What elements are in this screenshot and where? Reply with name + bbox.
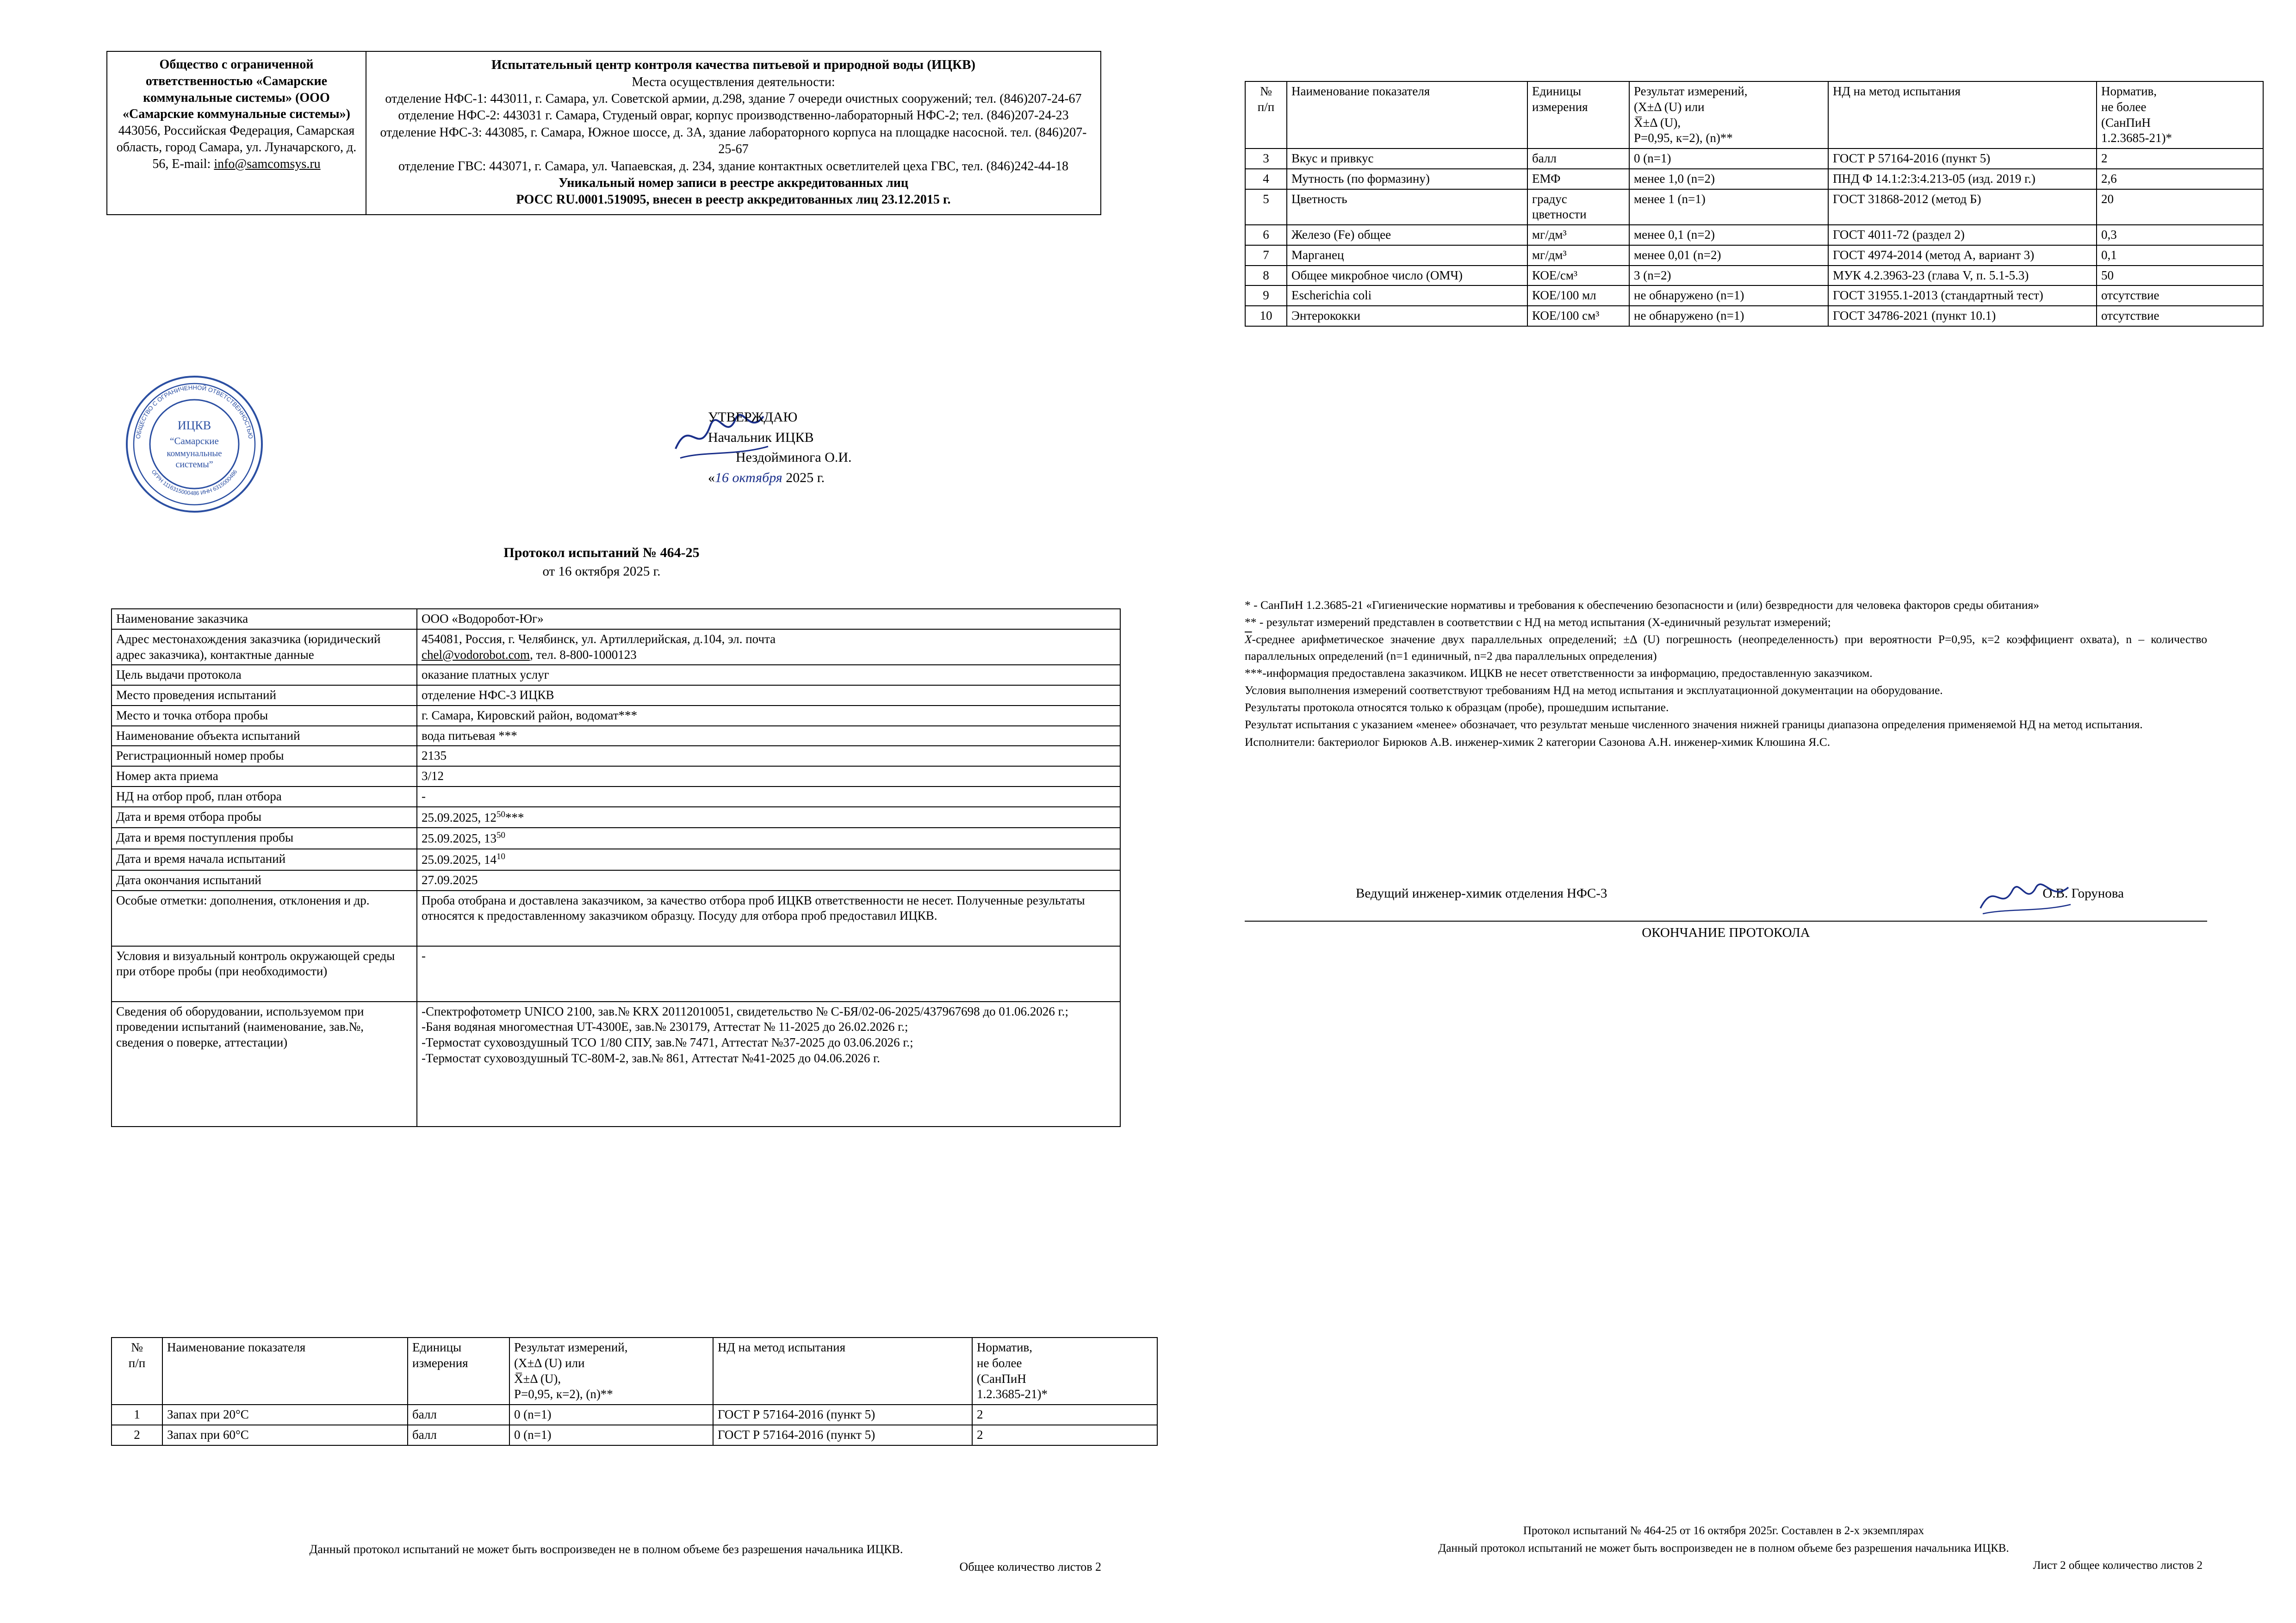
col-header-nd: НД на метод испытания [1828, 81, 2097, 149]
cell-unit: градус цветности [1527, 189, 1629, 225]
registry-value: РОСС RU.0001.519095, внесен в реестр аккредитованных лиц 23.12.2015 г. [516, 192, 951, 207]
info-key: Дата окончания испытаний [112, 870, 417, 891]
cell-unit: КОЕ/100 мл [1527, 285, 1629, 306]
col-header-name: Наименование показателя [162, 1338, 408, 1405]
signature-block [1245, 886, 2207, 901]
cell-nd: ГОСТ 31955.1-2013 (стандартный тест) [1828, 285, 2097, 306]
cell-result: не обнаружено (n=1) [1629, 285, 1828, 306]
cell-name: Марганец [1287, 245, 1527, 266]
cell-nd: ГОСТ 4974-2014 (метод А, вариант 3) [1828, 245, 2097, 266]
org-address-line: Федерация, Самарская [230, 124, 355, 138]
org-email [172, 157, 320, 171]
info-value-text: 25.09.2025, 13 [422, 831, 496, 846]
info-key: Особые отметки: дополнения, отклонения и др. [112, 891, 417, 946]
table-row [112, 870, 1120, 891]
note-3: ***-информация предоставлена заказчиком. ИЦКВ не несет ответственности за информацию, предоставленную заказчиком. [1245, 666, 1873, 680]
date-handwritten: 16 октября [715, 470, 782, 485]
footer-sheets: Лист 2 общее количество листов 2 [2033, 1559, 2203, 1572]
approve-person: Нездойминога О.И. [736, 450, 852, 465]
cell-np: 10 [1245, 306, 1287, 326]
info-key: Дата и время поступления пробы [112, 828, 417, 849]
signer-position: Ведущий инженер-химик отделения НФС-3 [1356, 886, 1607, 901]
table-row [1245, 245, 2263, 266]
cell-nd: ГОСТ Р 57164-2016 (пункт 5) [1828, 149, 2097, 169]
norm-line-1: Норматив, [2101, 84, 2157, 98]
col-header-np: № п/п [1245, 81, 1287, 149]
letterhead-table [106, 51, 1101, 215]
norm-line-3: (СанПиН [977, 1371, 1026, 1386]
info-value: оказание платных услуг [417, 665, 1120, 685]
cell-result: 0 (n=1) [1629, 149, 1828, 169]
cell-norm: отсутствие [2097, 285, 2263, 306]
org-line: ограниченной [230, 57, 314, 72]
info-value: ООО «Водоробот-Юг» [417, 609, 1120, 629]
svg-text:коммунальные: коммунальные [167, 449, 222, 458]
info-key: Цель выдачи протокола [112, 665, 417, 685]
org-line: «Самарские [256, 74, 328, 88]
note-2: ** - результат измерений представлен в соответствии с НД на метод испытания (Х-единичный результат измерений; [1245, 615, 1831, 629]
cell-unit: балл [1527, 149, 1629, 169]
cell-np: 1 [112, 1405, 162, 1425]
places-title: Места осуществления деятельности: [632, 74, 835, 89]
table-header-row [1245, 81, 2263, 149]
cell-name: Цветность [1287, 189, 1527, 225]
result-line-4: Р=0,95, к=2), (n)** [514, 1387, 613, 1401]
org-address-line: 443056, Российская [118, 124, 227, 138]
svg-text:“Самарские: “Самарские [170, 435, 219, 446]
org-address-line: область, город Самара, ул. [116, 140, 262, 155]
cell-norm: 50 [2097, 266, 2263, 286]
org-address-line: Луначарского, д. 56, [152, 140, 357, 171]
info-value: Проба отобрана и доставлена заказчиком, за качество отбора проб ИЦКВ ответственности не несет. Полученные результаты относятся к предоставленному заказчиком образцу. Посуду для отбора проб предоставил ИЦКВ. [417, 891, 1120, 946]
cell-unit: ЕМФ [1527, 169, 1629, 189]
cell-unit: балл [408, 1425, 509, 1445]
col-header-result [1629, 81, 1828, 149]
cell-result: менее 0,01 (n=2) [1629, 245, 1828, 266]
note-6: Результат испытания с указанием «менее» обозначает, что результат меньше численного значения нижней границы диапазона определения применяемой НД на метод испытания. [1245, 718, 2143, 731]
info-value: -Спектрофотометр UNICO 2100, зав.№ KRX 20112010051, свидетельство № С-БЯ/02-06-2025/437967698 до 01.06.2026 г.; -Баня водяная многоместная UT-4300E, зав.№ 230179, Аттестат № 11-2025 до 26.02.2026 г.; -Термостат суховоздушный ТСО 1/80 СПУ, зав.№ 7471, Аттестат №37-2025 до 03.06.2026 г.; -Термостат суховоздушный ТС-80М-2, зав.№ 861, Аттестат №41-2025 до 04.06.2026 г. [417, 1002, 1120, 1127]
norm-line-1: Норматив, [977, 1340, 1033, 1354]
protocol-title: Протокол испытаний № 464-25 [503, 545, 700, 560]
svg-text:системы”: системы” [175, 459, 213, 470]
result-line-4: Р=0,95, к=2), (n)** [1634, 131, 1733, 145]
cell-unit: КОЕ/100 см³ [1527, 306, 1629, 326]
info-value: 2135 [417, 746, 1120, 766]
table-row [112, 807, 1120, 828]
table-row [1245, 189, 2263, 225]
result-line-3: X̅±Δ (U), [514, 1371, 561, 1386]
info-value [417, 849, 1120, 870]
place-line: отделение НФС-2: 443031 г. Самара, Студеный овраг, корпус производственно-лабораторный НФС-2; тел. (846)207-24-23 [398, 108, 1069, 123]
result-line-3: X̅±Δ (U), [1634, 115, 1681, 130]
cell-nd: ГОСТ Р 57164-2016 (пункт 5) [713, 1405, 972, 1425]
table-row [112, 706, 1120, 726]
org-line: коммунальные системы» [143, 90, 292, 105]
footer-sheets: Общее количество листов 2 [959, 1560, 1101, 1573]
result-line-1: Результат измерений, [514, 1340, 628, 1354]
place-line: отделение НФС-1: 443011, г. Самара, ул. Советской армии, д.298, здание 7 очереди очистных сооружений; тел. (846)207-24-67 [385, 92, 1082, 106]
table-row [112, 1002, 1120, 1127]
mean-symbol: $\overline{X}$ [1245, 632, 1252, 646]
table-row [1245, 169, 2263, 189]
approve-word: УТВЕРЖДАЮ [708, 409, 798, 425]
email-label: E-mail: [172, 156, 214, 171]
protocol-date: от 16 октября 2025 г. [542, 564, 661, 579]
cell-norm: 2 [972, 1425, 1157, 1445]
org-line: коммунальные [197, 107, 286, 122]
cell-np: 2 [112, 1425, 162, 1445]
table-row [112, 726, 1120, 746]
info-key: Место и точка отбора пробы [112, 706, 417, 726]
col-header-result [509, 1338, 713, 1405]
cell-unit: КОЕ/см³ [1527, 266, 1629, 286]
table-header-row [112, 1338, 1157, 1405]
cell-np: 8 [1245, 266, 1287, 286]
date-quote: « [708, 470, 715, 485]
table-row [112, 685, 1120, 706]
cell-norm: 2 [2097, 149, 2263, 169]
info-value-tail: *** [505, 810, 524, 824]
info-value [417, 807, 1120, 828]
table-row [112, 746, 1120, 766]
info-value: 27.09.2025 [417, 870, 1120, 891]
place-line: отделение НФС-3: 443085, г. Самара, Южное шоссе, д. 3А, здание лабораторного корпуса на площадке насосной. тел. (846)207-25-67 [380, 125, 1087, 157]
info-key: Наименование объекта испытаний [112, 726, 417, 746]
cell-nd: ГОСТ 31868-2012 (метод Б) [1828, 189, 2097, 225]
cell-result: менее 1,0 (n=2) [1629, 169, 1828, 189]
signature-mark-2 [1976, 876, 2082, 917]
note-2b-text: -среднее арифметическое значение двух параллельных определений; ±Δ (U) погрешность (неопределенность) при вероятности Р=0,95, к=2 коэффициент охвата), n – количество параллельных определений (n=1 единичный, n=2 два параллельных определения) [1245, 632, 2207, 663]
note-2b [1245, 631, 2207, 663]
cell-result: 3 (n=2) [1629, 266, 1828, 286]
col-header-np: № п/п [112, 1338, 162, 1405]
info-key: НД на отбор проб, план отбора [112, 787, 417, 807]
result-line-2: (X±Δ (U) или [514, 1356, 585, 1370]
table-row [112, 1405, 1157, 1425]
cell-name: Энтерококки [1287, 306, 1527, 326]
info-key: Дата и время начала испытаний [112, 849, 417, 870]
cell-name: Запах при 60°С [162, 1425, 408, 1445]
cell-np: 9 [1245, 285, 1287, 306]
cell-nd: ГОСТ 4011-72 (раздел 2) [1828, 225, 2097, 245]
end-of-protocol: ОКОНЧАНИЕ ПРОТОКОЛА [1642, 925, 1810, 940]
org-line: (ООО «Самарские [123, 90, 330, 122]
date-year: 2025 г. [786, 470, 825, 485]
cell-nd: ГОСТ 34786-2021 (пункт 10.1) [1828, 306, 2097, 326]
cell-result: менее 1 (n=1) [1629, 189, 1828, 225]
norm-line-2: не более [977, 1356, 1022, 1370]
org-line: ответственностью [145, 74, 253, 88]
footer-note: Данный протокол испытаний не может быть воспроизведен не в полном объеме без разрешения начальника ИЦКВ. [309, 1542, 903, 1556]
info-key: Условия и визуальный контроль окружающей среды при отборе пробы (при необходимости) [112, 946, 417, 1002]
cell-np: 6 [1245, 225, 1287, 245]
col-header-name: Наименование показателя [1287, 81, 1527, 149]
note-7: Исполнители: бактериолог Бирюков А.В. инженер-химик 2 категории Сазонова А.Н. инженер-химик Клюшина Я.С. [1245, 735, 1831, 749]
norm-line-4: 1.2.3685-21)* [977, 1387, 1048, 1401]
table-row [112, 609, 1120, 629]
table-row [112, 849, 1120, 870]
cell-nd: ГОСТ Р 57164-2016 (пункт 5) [713, 1425, 972, 1445]
col-header-nd: НД на метод испытания [713, 1338, 972, 1405]
svg-text:ОБЩЕСТВО С ОГРАНИЧЕННОЙ ОТВЕТС: ОБЩЕСТВО С ОГРАНИЧЕННОЙ ОТВЕТСТВЕННОСТЬЮ [134, 384, 254, 440]
place-line: отделение ГВС: 443071, г. Самара, ул. Чапаевская, д. 234, здание контактных осветлителей цеха ГВС, тел. (846)242-44-18 [398, 159, 1068, 173]
customer-email-link[interactable]: chel@vodorobot.com [422, 647, 530, 662]
center-title: Испытательный центр контроля качества питьевой и природной воды (ИЦКВ) [491, 57, 976, 72]
note-4: Условия выполнения измерений соответствуют требованиям НД на метод испытания и эксплуатационной документации на оборудование. [1245, 683, 1943, 697]
cell-name: Общее микробное число (ОМЧ) [1287, 266, 1527, 286]
cell-unit: мг/дм³ [1527, 245, 1629, 266]
col-header-unit: Единицы измерения [1527, 81, 1629, 149]
cell-np: 4 [1245, 169, 1287, 189]
norm-line-3: (СанПиН [2101, 115, 2151, 130]
svg-text:ИЦКВ: ИЦКВ [177, 419, 211, 432]
cell-nd: МУК 4.2.3963-23 (глава V, п. 5.1-5.3) [1828, 266, 2097, 286]
info-key: Номер акта приема [112, 766, 417, 787]
table-row [1245, 306, 2263, 326]
footer-page1 [111, 1541, 1101, 1575]
footer-note: Данный протокол испытаний не может быть воспроизведен не в полном объеме без разрешения начальника ИЦКВ. [1438, 1542, 2009, 1555]
cell-result: 0 (n=1) [509, 1425, 713, 1445]
header-block [106, 51, 1148, 215]
cell-unit: балл [408, 1405, 509, 1425]
cell-name: Запах при 20°С [162, 1405, 408, 1425]
table-row [112, 766, 1120, 787]
info-value: г. Самара, Кировский район, водомат*** [417, 706, 1120, 726]
table-row [112, 891, 1120, 946]
col-header-unit: Единицы измерения [408, 1338, 509, 1405]
info-key: Адрес местонахождения заказчика (юридический адрес заказчика), контактные данные [112, 629, 417, 665]
result-line-2: (X±Δ (U) или [1634, 99, 1705, 114]
table-row [112, 946, 1120, 1002]
testing-center-cell [366, 52, 1100, 214]
cell-norm: 0,1 [2097, 245, 2263, 266]
cell-name: Железо (Fe) общее [1287, 225, 1527, 245]
protocol-title-block [416, 544, 787, 581]
table-row [112, 629, 1120, 665]
norm-line-2: не более [2101, 99, 2147, 114]
info-value: 454081, Россия, г. Челябинск, ул. Артиллерийская, д.104, эл. почта chel@vodorobot.com, тел. 8-800-1000123 [417, 629, 1120, 665]
info-key: Наименование заказчика [112, 609, 417, 629]
table-row [112, 828, 1120, 849]
signature-rule [1245, 921, 2207, 922]
signer-name: О.В. Горунова [2042, 886, 2124, 901]
info-value: вода питьевая *** [417, 726, 1120, 746]
norm-line-4: 1.2.3685-21)* [2101, 131, 2172, 145]
cell-np: 7 [1245, 245, 1287, 266]
cell-norm: 2 [972, 1405, 1157, 1425]
approval-block [708, 407, 852, 488]
info-value-text: 25.09.2025, 14 [422, 853, 496, 867]
cell-norm: 2,6 [2097, 169, 2263, 189]
info-key: Регистрационный номер пробы [112, 746, 417, 766]
info-value: отделение НФС-3 ИЦКВ [417, 685, 1120, 706]
svg-text:ОГРН 1116315000486 ИНН 631500: ОГРН 1116315000486 ИНН 6315000486 [150, 468, 239, 496]
info-key: Сведения об оборудовании, используемом при проведении испытаний (наименование, зав.№, сведения о поверке, аттестации) [112, 1002, 417, 1127]
organization-cell [107, 52, 366, 214]
cell-norm: 20 [2097, 189, 2263, 225]
info-value-sup: 50 [496, 809, 505, 819]
info-value-sup: 50 [496, 830, 505, 841]
email-link[interactable]: info@samcomsys.ru [214, 156, 321, 171]
org-line: Общество с [159, 57, 228, 72]
table-row [1245, 285, 2263, 306]
info-value: 3/12 [417, 766, 1120, 787]
cell-name: Escherichia coli [1287, 285, 1527, 306]
table-row [112, 1425, 1157, 1445]
cell-name: Вкус и привкус [1287, 149, 1527, 169]
result-line-1: Результат измерений, [1634, 84, 1748, 98]
cell-np: 3 [1245, 149, 1287, 169]
table-row [1245, 266, 2263, 286]
sample-info-table [111, 608, 1121, 1127]
info-value: - [417, 946, 1120, 1002]
results-table-page2 [1245, 81, 2264, 327]
footer-page2 [1245, 1522, 2203, 1574]
col-header-norm [972, 1338, 1157, 1405]
col-header-norm [2097, 81, 2263, 149]
results-table-page1 [111, 1337, 1158, 1446]
cell-name: Мутность (по формазину) [1287, 169, 1527, 189]
table-row [1245, 225, 2263, 245]
approve-date [708, 468, 852, 488]
cell-norm: отсутствие [2097, 306, 2263, 326]
cell-norm: 0,3 [2097, 225, 2263, 245]
cell-result: менее 0,1 (n=2) [1629, 225, 1828, 245]
cell-unit: мг/дм³ [1527, 225, 1629, 245]
cell-result: 0 (n=1) [509, 1405, 713, 1425]
info-value-sup: 10 [496, 852, 505, 861]
note-5: Результаты протокола относятся только к образцам (пробе), прошедшим испытание. [1245, 700, 1669, 714]
cell-result: не обнаружено (n=1) [1629, 306, 1828, 326]
cell-np: 5 [1245, 189, 1287, 225]
note-1: * - СанПиН 1.2.3685-21 «Гигиенические нормативы и требования к обеспечению безопасности и (или) безвредности для человека факторов среды обитания» [1245, 598, 2040, 612]
table-row [112, 787, 1120, 807]
info-key: Дата и время отбора пробы [112, 807, 417, 828]
round-stamp-icon [125, 375, 264, 514]
table-row [112, 665, 1120, 685]
info-value-text: 25.09.2025, 12 [422, 810, 496, 824]
approve-position: Начальник ИЦКВ [708, 429, 814, 445]
footer-protocol-line: Протокол испытаний № 464-25 от 16 октября 2025г. Составлен в 2-х экземплярах [1523, 1524, 1924, 1537]
info-key: Место проведения испытаний [112, 685, 417, 706]
registry-title: Уникальный номер записи в реестре аккредитованных лиц [558, 176, 908, 191]
info-value: - [417, 787, 1120, 807]
org-line: системы») [289, 107, 350, 122]
table-row [1245, 149, 2263, 169]
cell-nd: ПНД Ф 14.1:2:3:4.213-05 (изд. 2019 г.) [1828, 169, 2097, 189]
notes-block [1245, 597, 2207, 751]
info-value [417, 828, 1120, 849]
